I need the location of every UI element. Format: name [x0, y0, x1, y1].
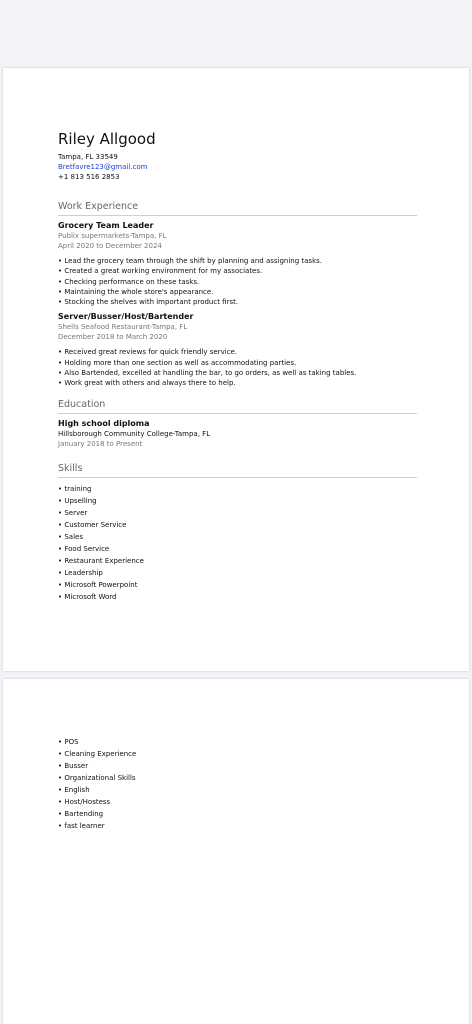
education-dates: January 2018 to Present: [58, 439, 143, 448]
resume-content: [58, 130, 417, 603]
education-entry: [58, 419, 417, 449]
skill-item: • Organizational Skills: [58, 772, 417, 784]
job-bullet: • Maintaining the whole store's appearance.: [58, 287, 417, 297]
phone-text: +1 813 516 2853: [58, 173, 120, 181]
skill-item: • Server: [58, 507, 417, 519]
job-entry: [58, 221, 417, 307]
job-bullet: • Lead the grocery team through the shift by planning and assigning tasks.: [58, 256, 417, 266]
skill-item: • Cleaning Experience: [58, 748, 417, 760]
resume-page-1: [3, 68, 469, 671]
job-dates: April 2020 to December 2024: [58, 242, 162, 250]
job-title: Server/Busser/Host/Bartender: [58, 312, 194, 322]
skill-item: • Microsoft Word: [58, 591, 417, 603]
job-bullet: • Holding more than one section as well as accommodating parties.: [58, 358, 417, 368]
job-entry: [58, 312, 417, 388]
skills-list-continued: [58, 736, 417, 832]
skill-item: • fast learner: [58, 820, 417, 832]
skill-item: • Food Service: [58, 543, 417, 555]
skill-item: • training: [58, 483, 417, 495]
job-bullet: • Created a great working environment for my associates.: [58, 266, 417, 276]
job-bullets: [58, 347, 417, 388]
skill-item: • English: [58, 784, 417, 796]
job-bullet: • Checking performance on these tasks.: [58, 277, 417, 287]
education-heading: Education: [58, 399, 417, 414]
degree-title: High school diploma: [58, 418, 150, 428]
skill-item: • Leadership: [58, 567, 417, 579]
skill-item: • Sales: [58, 531, 417, 543]
skill-item: • POS: [58, 736, 417, 748]
skills-list: [58, 483, 417, 603]
job-company: Shells Seafood Restaurant-Tampa, FL: [58, 323, 188, 332]
job-bullet: • Received great reviews for quick friendly service.: [58, 347, 417, 357]
job-dates: December 2018 to March 2020: [58, 333, 168, 342]
school-name: Hillsborough Community College-Tampa, FL: [58, 429, 211, 438]
work-experience-heading: Work Experience: [58, 201, 417, 216]
skill-item: • Upselling: [58, 495, 417, 507]
skill-item: • Customer Service: [58, 519, 417, 531]
skill-item: • Microsoft Powerpoint: [58, 579, 417, 591]
job-bullet: • Also Bartended, excelled at handling the bar, to go orders, as well as taking tables.: [58, 368, 417, 378]
resume-content-continued: [58, 731, 417, 832]
skill-item: • Host/Hostess: [58, 796, 417, 808]
skills-heading: Skills: [58, 463, 417, 478]
location-text: Tampa, FL 33549: [58, 153, 118, 161]
skill-item: • Restaurant Experience: [58, 555, 417, 567]
email-link[interactable]: Bretfavre123@gmail.com: [58, 163, 148, 171]
job-title: Grocery Team Leader: [58, 221, 154, 230]
candidate-name: Riley Allgood: [58, 130, 156, 148]
job-bullet: • Work great with others and always there to help.: [58, 378, 417, 388]
job-bullets: [58, 256, 417, 307]
skill-item: • Bartending: [58, 808, 417, 820]
skill-item: • Busser: [58, 760, 417, 772]
resume-page-2: [3, 679, 469, 1024]
job-bullet: • Stocking the shelves with important product first.: [58, 297, 417, 307]
job-company: Publix supermarkets-Tampa, FL: [58, 232, 167, 240]
